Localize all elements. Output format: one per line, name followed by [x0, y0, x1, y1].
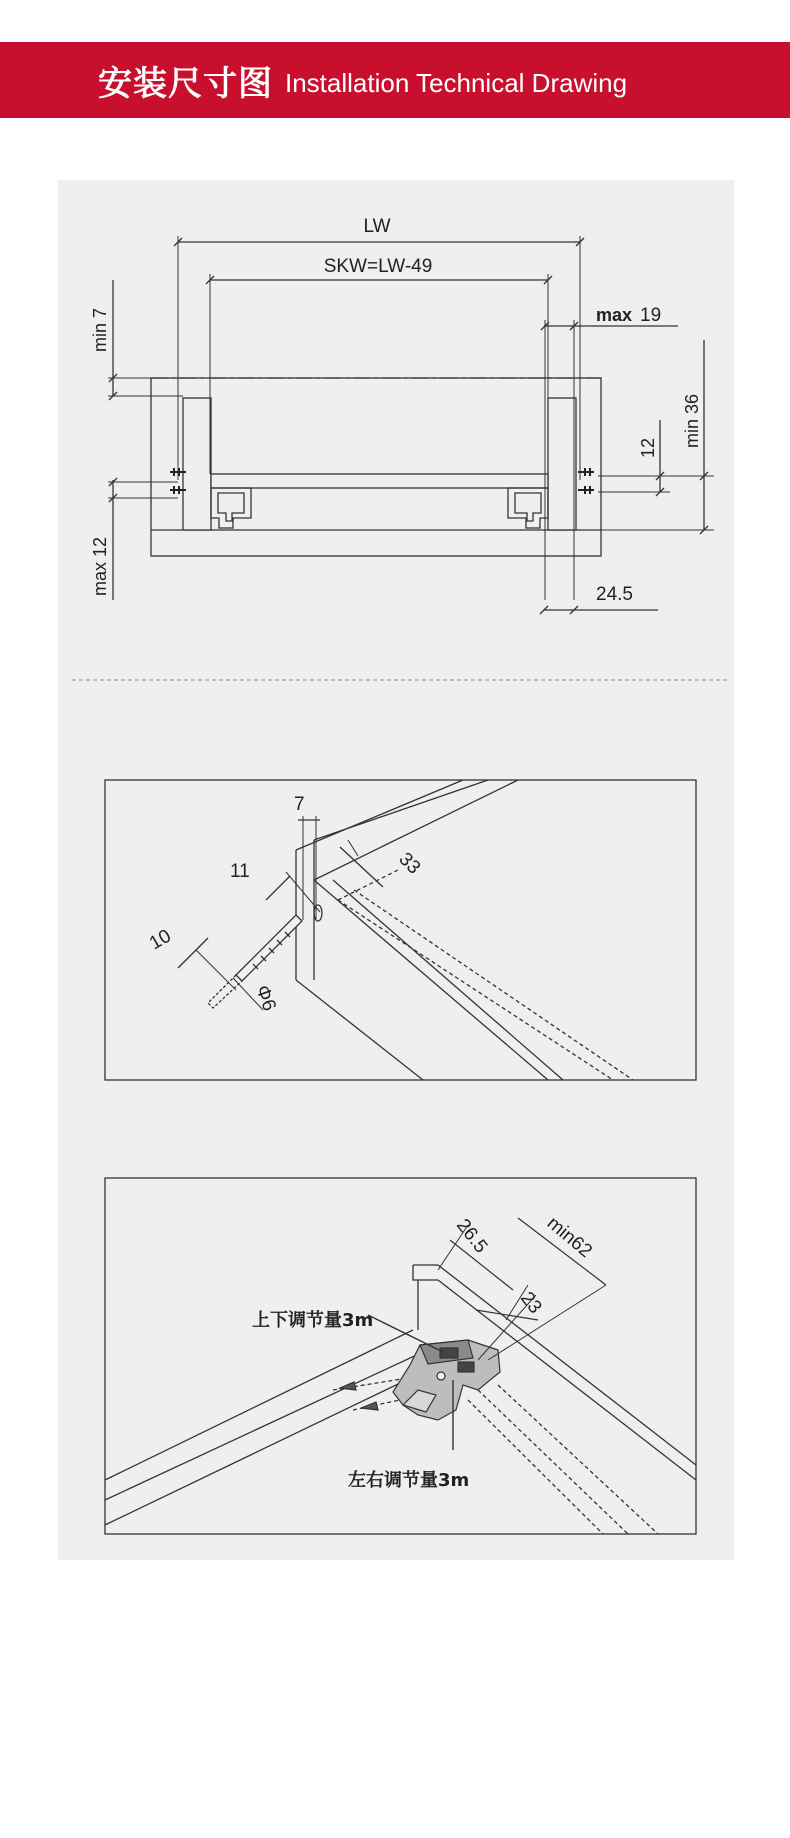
side-panel-edge-2	[333, 880, 563, 1080]
label-min7: min 7	[90, 307, 110, 352]
drawer-bottom	[211, 474, 548, 488]
top-edge	[296, 780, 463, 850]
drawing-panel	[58, 180, 734, 1560]
right-side-panel	[548, 398, 576, 530]
label-phi6: Φ6	[251, 982, 280, 1014]
label-lw: LW	[363, 216, 391, 237]
drawing-cross-section	[108, 236, 714, 614]
label-skw: SKW=LW-49	[323, 256, 433, 277]
drawing-cross-section-labels	[90, 216, 702, 605]
label-min36: min 36	[682, 393, 702, 448]
label-d10: 10	[146, 925, 175, 955]
label-d265: 26.5	[452, 1215, 492, 1258]
right-runner-inner	[515, 493, 541, 521]
label-max19-value: 19	[640, 305, 662, 326]
label-d245: 24.5	[596, 584, 633, 605]
label-d7: 7	[294, 794, 305, 815]
side-panel-edge	[314, 880, 548, 1080]
label-d11: 11	[230, 861, 250, 882]
right-runner	[508, 488, 548, 528]
label-d12: 12	[638, 437, 658, 458]
label-adjust-lateral: 左右调节量3m	[348, 1470, 470, 1491]
technical-drawings	[58, 180, 734, 1560]
label-min62: min62	[542, 1212, 596, 1263]
cabinet-outline	[151, 378, 601, 556]
drawing-drilling-labels	[146, 794, 424, 1014]
drawing-drilling	[105, 780, 696, 1080]
label-adjust-vertical: 上下调节量3m	[252, 1310, 374, 1331]
label-d23: 23	[516, 1288, 546, 1318]
left-runner-inner	[218, 493, 244, 521]
label-d33: 33	[394, 848, 425, 879]
label-max19-max: max	[596, 305, 633, 325]
left-side-panel	[183, 398, 211, 530]
label-max12: max 12	[90, 536, 110, 596]
drill-hole	[314, 905, 322, 921]
header-title-cn: 安装尺寸图	[98, 63, 273, 104]
front-panel-top	[413, 1265, 438, 1280]
drawer-side-edge	[105, 1330, 413, 1480]
drilling-frame	[105, 780, 696, 1080]
hidden-edge	[338, 900, 613, 1080]
header-banner	[0, 42, 790, 118]
left-runner	[211, 488, 251, 528]
header-title-en: Installation Technical Drawing	[285, 67, 628, 98]
